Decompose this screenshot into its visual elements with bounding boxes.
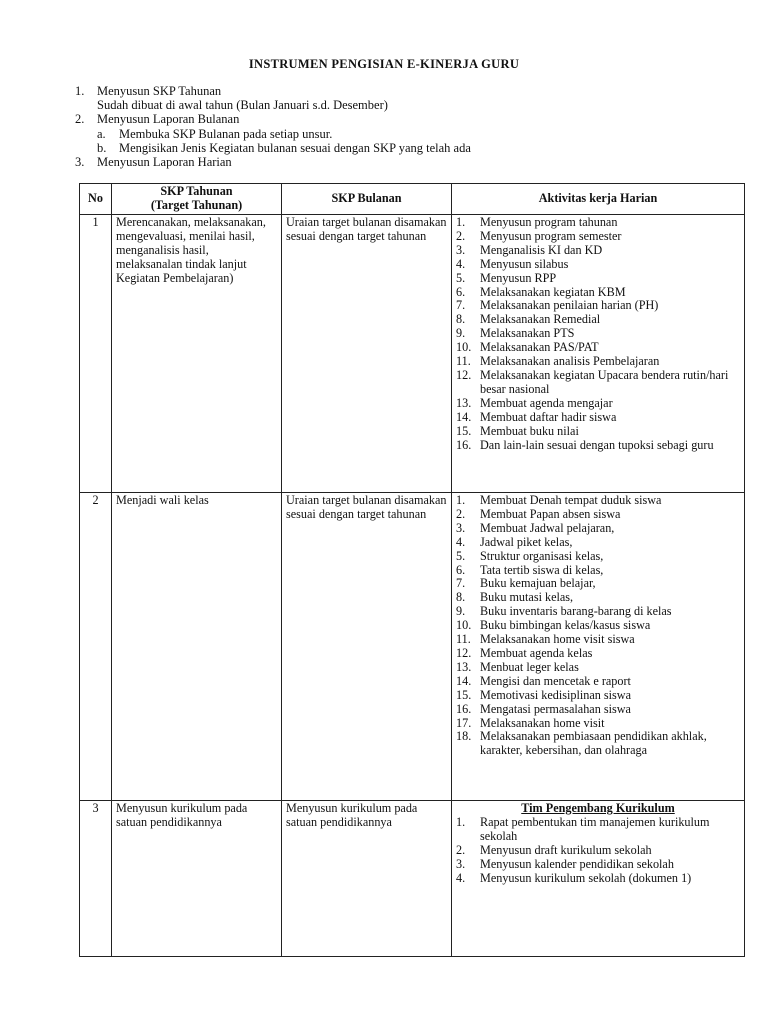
list-item xyxy=(456,313,740,327)
activity-list xyxy=(456,216,740,452)
list-item xyxy=(456,844,740,858)
activity-text: Melaksanakan pembiasaan pendidikan akhlak, karakter, kebersihan, dan olahraga xyxy=(480,729,707,758)
activity-text: Membuat agenda mengajar xyxy=(480,395,613,410)
activity-number: 13. xyxy=(456,395,472,410)
list-item xyxy=(456,858,740,872)
activity-text: Membuat Denah tempat duduk siswa xyxy=(480,493,662,507)
activity-text: Melaksanakan analisis Pembelajaran xyxy=(480,354,660,369)
intro-item-3 xyxy=(75,155,715,169)
activity-text: Membuat daftar hadir siswa xyxy=(480,409,617,424)
activity-list xyxy=(456,494,740,758)
kinerja-table xyxy=(79,183,745,957)
list-item xyxy=(456,577,740,591)
sub-text: Membuka SKP Bulanan pada setiap unsur. xyxy=(119,126,333,141)
intro-text: Menyusun SKP Tahunan xyxy=(97,84,222,98)
table-row xyxy=(80,493,745,801)
list-item xyxy=(456,816,740,844)
activity-text: Menyusun RPP xyxy=(480,270,557,285)
list-item xyxy=(456,872,740,886)
header-aktivitas: Aktivitas kerja Harian xyxy=(452,184,745,215)
activity-text: Menbuat leger kelas xyxy=(480,659,579,674)
activity-text: Buku kemajuan belajar, xyxy=(480,576,596,591)
activity-text: Memotivasi kedisiplinan siswa xyxy=(480,687,631,702)
list-item xyxy=(456,369,740,397)
activity-text: Rapat pembentukan tim manajemen kurikulum sekolah xyxy=(480,814,710,843)
activity-text: Menyusun draft kurikulum sekolah xyxy=(480,842,652,857)
activity-number: 9. xyxy=(456,326,466,341)
list-item xyxy=(456,633,740,647)
cell-aktivitas xyxy=(452,493,745,801)
activity-list xyxy=(456,816,740,886)
activity-number: 12. xyxy=(456,645,472,660)
activity-number: 6. xyxy=(456,284,466,299)
activity-number: 10. xyxy=(456,340,472,355)
activity-text: Menyusun program semester xyxy=(480,228,622,243)
cell-skp-bulanan: Uraian target bulanan disamakan sesuai dengan target tahunan xyxy=(282,215,452,493)
activity-number: 2. xyxy=(456,228,466,243)
activity-number: 16. xyxy=(456,437,472,452)
table-row xyxy=(80,215,745,493)
cell-skp-bulanan: Menyusun kurikulum pada satuan pendidikannya xyxy=(282,801,452,957)
intro-list xyxy=(75,84,715,169)
activity-number: 2. xyxy=(456,842,466,857)
activity-number: 2. xyxy=(456,506,466,521)
activity-text: Menyusun silabus xyxy=(480,256,569,271)
list-item xyxy=(456,661,740,675)
intro-text: Menyusun Laporan Harian xyxy=(97,155,232,170)
intro-item-1 xyxy=(75,84,715,98)
activity-text: Buku bimbingan kelas/kasus siswa xyxy=(480,618,651,633)
cell-skp-bulanan: Uraian target bulanan disamakan sesuai dengan target tahunan xyxy=(282,493,452,801)
list-item xyxy=(456,619,740,633)
list-item xyxy=(456,550,740,564)
list-item xyxy=(456,675,740,689)
table-header-row xyxy=(80,184,745,215)
activity-number: 8. xyxy=(456,590,466,605)
activity-text: Jadwal piket kelas, xyxy=(480,534,573,549)
activity-text: Melaksanakan PTS xyxy=(480,326,575,341)
list-item xyxy=(456,522,740,536)
list-item xyxy=(456,244,740,258)
cell-aktivitas xyxy=(452,801,745,957)
intro-text: Menyusun Laporan Bulanan xyxy=(97,112,240,127)
cell-no: 1 xyxy=(80,215,112,493)
header-no: No xyxy=(80,184,112,215)
activity-number: 15. xyxy=(456,423,472,438)
activity-number: 10. xyxy=(456,618,472,633)
cell-no: 3 xyxy=(80,801,112,957)
activity-number: 5. xyxy=(456,270,466,285)
activity-number: 9. xyxy=(456,604,466,619)
header-skp-tahunan-line1: SKP Tahunan xyxy=(160,184,233,199)
list-item xyxy=(456,411,740,425)
list-item xyxy=(456,717,740,731)
activity-text: Menganalisis KI dan KD xyxy=(480,242,603,257)
activity-number: 18. xyxy=(456,729,472,744)
list-item xyxy=(456,591,740,605)
sub-text: Mengisikan Jenis Kegiatan bulanan sesuai dengan SKP yang telah ada xyxy=(119,140,471,155)
cell-no: 2 xyxy=(80,493,112,801)
activity-text: Mengatasi permasalahan siswa xyxy=(480,701,631,716)
list-item xyxy=(456,689,740,703)
activity-text: Menyusun kalender pendidikan sekolah xyxy=(480,856,674,871)
list-item xyxy=(456,508,740,522)
list-item xyxy=(456,341,740,355)
activity-number: 11. xyxy=(456,354,471,369)
activity-number: 7. xyxy=(456,576,466,591)
intro-note: Sudah dibuat di awal tahun (Bulan Januari s.d. Desember) xyxy=(97,98,388,113)
activity-text: Membuat buku nilai xyxy=(480,423,579,438)
activity-number: 4. xyxy=(456,870,466,885)
list-item xyxy=(456,494,740,508)
activity-text: Struktur organisasi kelas, xyxy=(480,548,604,563)
activity-text: Dan lain-lain sesuai dengan tupoksi sebagi guru xyxy=(480,437,714,452)
activity-number: 8. xyxy=(456,312,466,327)
header-skp-tahunan xyxy=(112,184,282,215)
activity-text: Melaksanakan penilaian harian (PH) xyxy=(480,298,659,313)
list-item xyxy=(456,439,740,453)
list-item xyxy=(456,605,740,619)
activity-subheading: Tim Pengembang Kurikulum xyxy=(521,801,675,815)
activity-text: Membuat Papan absen siswa xyxy=(480,506,621,521)
activity-number: 14. xyxy=(456,673,472,688)
activity-number: 7. xyxy=(456,298,466,313)
activity-text: Melaksanakan PAS/PAT xyxy=(480,340,599,355)
activity-number: 3. xyxy=(456,520,466,535)
list-item xyxy=(456,216,740,230)
list-item xyxy=(456,536,740,550)
header-skp-tahunan-line2: (Target Tahunan) xyxy=(150,198,243,212)
activity-number: 15. xyxy=(456,687,472,702)
cell-skp-tahunan: Menyusun kurikulum pada satuan pendidikannya xyxy=(112,801,282,957)
list-item xyxy=(456,327,740,341)
intro-number: 1. xyxy=(75,84,85,98)
sub-letter: b. xyxy=(97,140,107,155)
activity-text: Melaksanakan kegiatan Upacara bendera rutin/hari besar nasional xyxy=(480,367,729,396)
list-item xyxy=(456,258,740,272)
list-item xyxy=(456,299,740,313)
activity-number: 3. xyxy=(456,242,466,257)
activity-text: Membuat Jadwal pelajaran, xyxy=(480,520,615,535)
activity-text: Buku inventaris barang-barang di kelas xyxy=(480,604,672,619)
list-item xyxy=(456,286,740,300)
list-item xyxy=(456,397,740,411)
activity-text: Melaksanakan home visit xyxy=(480,715,605,730)
activity-number: 13. xyxy=(456,659,472,674)
intro-sub-a xyxy=(75,127,715,141)
activity-number: 1. xyxy=(456,493,466,507)
activity-number: 14. xyxy=(456,409,472,424)
activity-text: Membuat agenda kelas xyxy=(480,645,593,660)
list-item xyxy=(456,647,740,661)
cell-skp-tahunan: Menjadi wali kelas xyxy=(112,493,282,801)
activity-number: 11. xyxy=(456,632,471,647)
table-row xyxy=(80,801,745,957)
activity-text: Mengisi dan mencetak e raport xyxy=(480,673,631,688)
activity-number: 3. xyxy=(456,856,466,871)
activity-number: 4. xyxy=(456,534,466,549)
list-item xyxy=(456,564,740,578)
list-item xyxy=(456,703,740,717)
activity-number: 1. xyxy=(456,814,466,829)
activity-text: Melaksanakan home visit siswa xyxy=(480,632,635,647)
activity-number: 5. xyxy=(456,548,466,563)
intro-number: 2. xyxy=(75,112,85,127)
activity-number: 6. xyxy=(456,562,466,577)
activity-text: Melaksanakan kegiatan KBM xyxy=(480,284,626,299)
activity-number: 4. xyxy=(456,256,466,271)
activity-number: 12. xyxy=(456,367,472,382)
activity-text: Buku mutasi kelas, xyxy=(480,590,574,605)
list-item xyxy=(456,730,740,758)
sub-letter: a. xyxy=(97,126,106,141)
list-item xyxy=(456,272,740,286)
activity-text: Melaksanakan Remedial xyxy=(480,312,601,327)
activity-text: Tata tertib siswa di kelas, xyxy=(480,562,604,577)
activity-number: 17. xyxy=(456,715,472,730)
cell-skp-tahunan: Merencanakan, melaksanakan, mengevaluasi, menilai hasil, menganalisis hasil, melaksanalan tindak lanjut Kegiatan Pembelajaran) xyxy=(112,215,282,493)
header-skp-bulanan: SKP Bulanan xyxy=(282,184,452,215)
activity-number: 1. xyxy=(456,215,466,229)
intro-sub-b xyxy=(75,141,715,155)
intro-item-2 xyxy=(75,112,715,126)
cell-aktivitas xyxy=(452,215,745,493)
intro-number: 3. xyxy=(75,155,85,170)
list-item xyxy=(456,230,740,244)
activity-text: Menyusun kurikulum sekolah (dokumen 1) xyxy=(480,870,692,885)
activity-number: 16. xyxy=(456,701,472,716)
list-item xyxy=(456,425,740,439)
activity-text: Menyusun program tahunan xyxy=(480,215,618,229)
document-title: INSTRUMEN PENGISIAN E-KINERJA GURU xyxy=(248,57,520,71)
list-item xyxy=(456,355,740,369)
